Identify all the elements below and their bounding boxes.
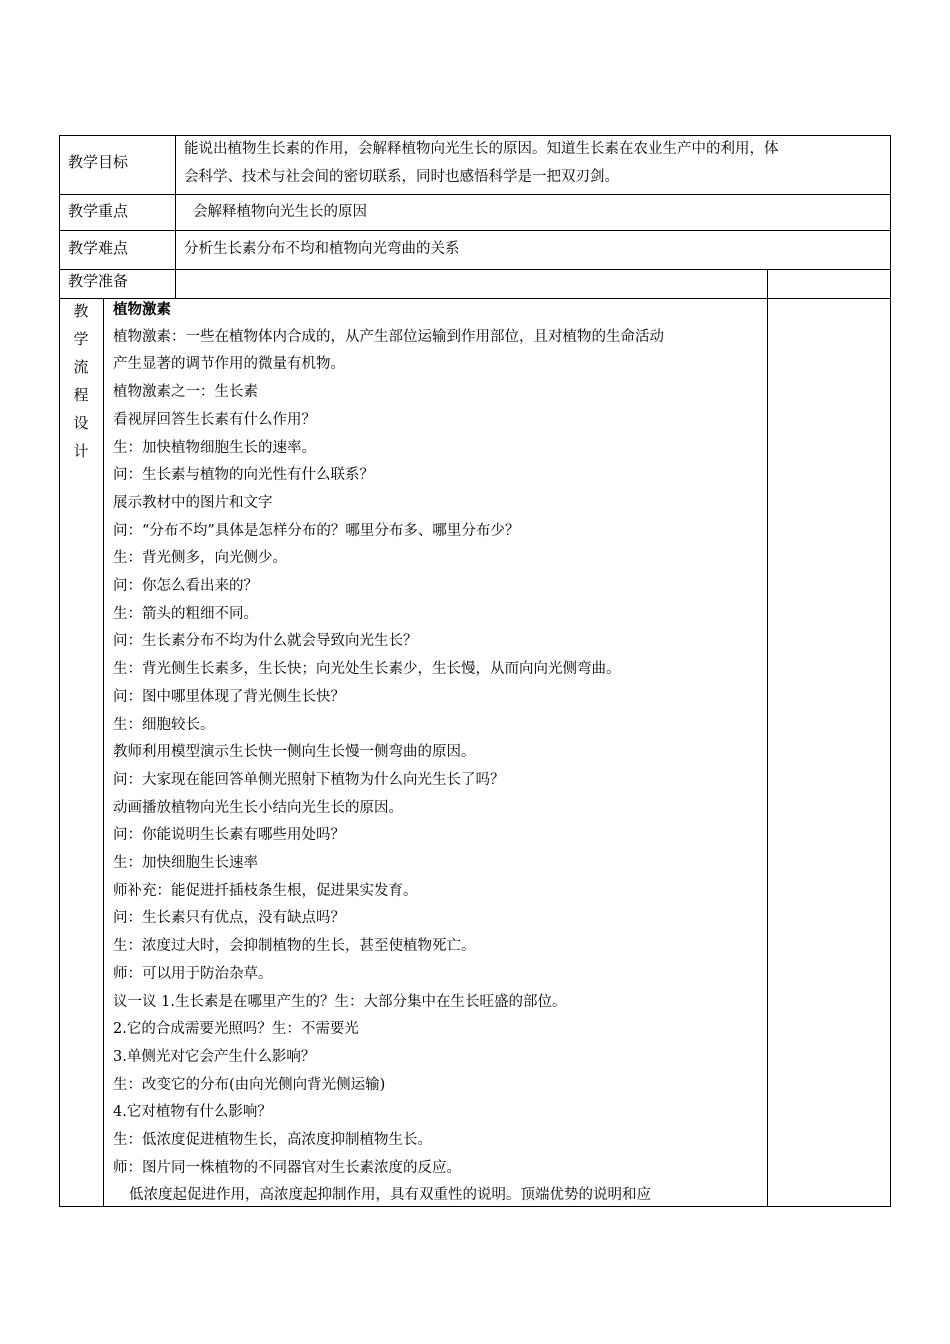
section-heading: 植物激素 <box>113 301 171 318</box>
content-line: 问：你怎么看出来的？ <box>113 578 258 594</box>
content-line: 植物激素：一些在植物体内合成的，从产生部位运输到作用部位，且对植物的生命活动 <box>113 328 664 345</box>
content-line: 展示教材中的图片和文字 <box>113 494 273 511</box>
key-point-text: 会解释植物向光生长的原因 <box>193 204 367 220</box>
content-line: 生：细胞较长。 <box>113 716 215 733</box>
content-line: 生：背光侧多，向光侧少。 <box>113 550 287 567</box>
content-line: 生：低浓度促进植物生长，高浓度抑制植物生长。 <box>113 1132 432 1148</box>
content-line: 低浓度起促进作用，高浓度起抑制作用，具有双重性的说明。顶端优势的说明和应 <box>129 1187 651 1204</box>
process-label-char: 程 <box>73 386 89 404</box>
objective-text-line1: 能说出植物生长素的作用，会解释植物向光生长的原因。知道生长素在农业生产中的利用，体 <box>184 141 779 157</box>
content-line: 问：生长素只有优点，没有缺点吗？ <box>113 910 345 927</box>
content-line: 生：浓度过大时，会抑制植物的生长，甚至使植物死亡。 <box>113 938 476 955</box>
content-line: 看视屏回答生长素有什么作用？ <box>113 411 316 428</box>
table-border-top <box>59 135 891 136</box>
content-line: 师：可以用于防治杂草。 <box>113 965 273 982</box>
content-line: 生：改变它的分布(由向光侧向背光侧运输) <box>113 1076 386 1093</box>
content-line: 议一议 1.生长素是在哪里产生的？生：大部分集中在生长旺盛的部位。 <box>113 993 567 1010</box>
content-line: 师补充：能促进扦插枝条生根，促进果实发育。 <box>113 882 418 899</box>
content-line: 问：你能说明生长素有哪些用处吗？ <box>113 827 345 844</box>
row-divider <box>59 230 891 231</box>
process-label-char: 学 <box>73 330 89 348</box>
content-line: 问：“分布不均”具体是怎样分布的？哪里分布多、哪里分布少？ <box>113 522 520 539</box>
objective-label: 教学目标 <box>68 153 129 171</box>
content-line: 植物激素之一：生长素 <box>113 384 258 401</box>
difficulty-text: 分析生长素分布不均和植物向光弯曲的关系 <box>184 241 460 257</box>
process-label-char: 教 <box>73 302 89 320</box>
content-line: 生：箭头的粗细不同。 <box>113 605 258 622</box>
process-label-char: 计 <box>73 442 89 460</box>
content-line: 问：图中哪里体现了背光侧生长快？ <box>113 688 345 705</box>
process-label-char: 流 <box>73 358 89 376</box>
content-line: 产生显著的调节作用的微量有机物。 <box>113 356 345 373</box>
content-line: 2.它的合成需要光照吗？生：不需要光 <box>113 1021 359 1038</box>
content-line: 问：生长素与植物的向光性有什么联系？ <box>113 467 374 484</box>
process-label-divider <box>103 298 104 1207</box>
difficulty-label: 教学难点 <box>68 239 129 257</box>
content-line: 生：加快植物细胞生长的速率。 <box>113 439 316 456</box>
content-line: 师：图片同一株植物的不同器官对生长素浓度的反应。 <box>113 1159 461 1176</box>
preparation-label: 教学准备 <box>68 272 129 290</box>
table-border-left <box>59 135 60 1207</box>
content-line: 问：生长素分布不均为什么就会导致向光生长？ <box>113 633 418 650</box>
content-line: 问：大家现在能回答单侧光照射下植物为什么向光生长了吗？ <box>113 771 505 788</box>
content-line: 生：背光侧生长素多，生长快；向光处生长素少，生长慢，从而向向光侧弯曲。 <box>113 661 621 678</box>
label-column-divider <box>175 135 176 299</box>
content-line: 4.它对植物有什么影响？ <box>113 1104 272 1121</box>
content-line: 教师利用模型演示生长快一侧向生长慢一侧弯曲的原因。 <box>113 744 476 761</box>
process-label-char: 设 <box>73 414 89 432</box>
content-line: 生：加快细胞生长速率 <box>113 855 258 871</box>
content-line: 3.单侧光对它会产生什么影响？ <box>113 1048 316 1065</box>
objective-text-line2: 会科学、技术与社会间的密切联系，同时也感悟科学是一把双刃剑。 <box>184 169 619 185</box>
key-point-label: 教学重点 <box>68 202 129 220</box>
content-line: 动画播放植物向光生长小结向光生长的原因。 <box>113 799 403 816</box>
row-divider <box>59 194 891 195</box>
table-border-right <box>890 135 891 1207</box>
notes-column-divider <box>767 269 768 1207</box>
